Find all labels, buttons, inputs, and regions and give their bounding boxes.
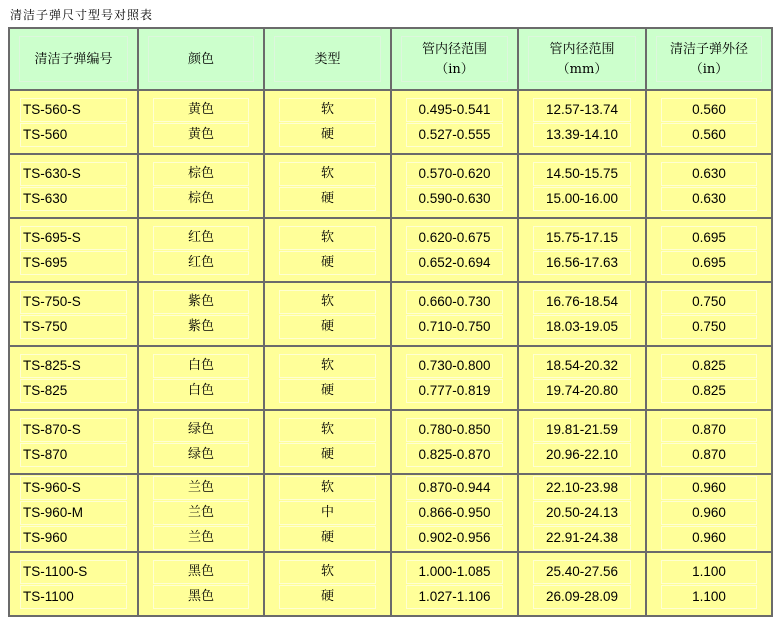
inner-diameter-mm-value: 19.74-20.80 <box>533 379 631 403</box>
header-type-label: 类型 <box>314 51 341 67</box>
color-cell <box>138 410 264 474</box>
inner-diameter-mm-cell <box>518 154 646 218</box>
type-value: 中 <box>279 501 376 525</box>
color-value: 兰色 <box>153 526 249 550</box>
inner-diameter-in-value: 0.825-0.870 <box>406 443 503 467</box>
table-header <box>9 28 772 90</box>
inner-diameter-mm-value: 18.03-19.05 <box>533 315 631 339</box>
model-value: TS-870 <box>20 443 127 467</box>
inner-diameter-mm-cell <box>518 552 646 616</box>
inner-diameter-in-value: 0.590-0.630 <box>406 187 503 211</box>
type-cell <box>264 282 391 346</box>
model-value: TS-870-S <box>20 418 127 442</box>
outer-diameter-value: 0.695 <box>661 251 757 275</box>
color-value: 绿色 <box>153 443 249 467</box>
header-inner-diameter-mm-label: 管内径范围 <box>549 41 615 57</box>
color-value: 红色 <box>153 226 249 250</box>
type-value: 硬 <box>279 251 376 275</box>
header-row <box>9 28 772 90</box>
inner-diameter-mm-cell <box>518 218 646 282</box>
outer-diameter-value: 0.825 <box>661 379 757 403</box>
model-cell <box>9 154 138 218</box>
inner-diameter-mm-value: 12.57-13.74 <box>533 98 631 122</box>
outer-diameter-cell <box>646 282 772 346</box>
model-value: TS-825-S <box>20 354 127 378</box>
type-value: 软 <box>279 162 376 186</box>
inner-diameter-mm-value: 14.50-15.75 <box>533 162 631 186</box>
type-value: 软 <box>279 290 376 314</box>
outer-diameter-cell <box>646 474 772 552</box>
inner-diameter-in-cell <box>391 346 518 410</box>
type-value: 软 <box>279 418 376 442</box>
header-outer-diameter-label: 清洁子弹外径 <box>669 41 748 57</box>
table-row-group <box>9 346 772 410</box>
inner-diameter-in-value: 0.710-0.750 <box>406 315 503 339</box>
inner-diameter-in-value: 1.000-1.085 <box>406 560 503 584</box>
type-value: 软 <box>279 560 376 584</box>
type-value: 硬 <box>279 585 376 609</box>
header-model <box>9 28 138 90</box>
color-value: 兰色 <box>153 501 249 525</box>
color-cell <box>138 346 264 410</box>
outer-diameter-value: 0.750 <box>661 315 757 339</box>
model-cell <box>9 218 138 282</box>
color-value: 黑色 <box>153 585 249 609</box>
inner-diameter-mm-cell <box>518 410 646 474</box>
outer-diameter-cell <box>646 218 772 282</box>
model-cell <box>9 282 138 346</box>
inner-diameter-in-cell <box>391 282 518 346</box>
color-cell <box>138 90 264 154</box>
outer-diameter-cell <box>646 90 772 154</box>
color-cell <box>138 552 264 616</box>
color-value: 兰色 <box>153 476 249 500</box>
outer-diameter-value: 0.960 <box>661 501 757 525</box>
table-row-group <box>9 410 772 474</box>
type-value: 软 <box>279 98 376 122</box>
type-cell <box>264 474 391 552</box>
model-cell <box>9 90 138 154</box>
table-row-group <box>9 154 772 218</box>
model-value: TS-960 <box>20 526 127 550</box>
outer-diameter-value: 0.960 <box>661 526 757 550</box>
color-value: 红色 <box>153 251 249 275</box>
header-type <box>264 28 391 90</box>
inner-diameter-mm-value: 18.54-20.32 <box>533 354 631 378</box>
color-value: 棕色 <box>153 162 249 186</box>
inner-diameter-in-cell <box>391 218 518 282</box>
header-model-label: 清洁子弹编号 <box>34 51 113 67</box>
inner-diameter-in-value: 0.870-0.944 <box>406 476 503 500</box>
model-value: TS-750-S <box>20 290 127 314</box>
inner-diameter-in-cell <box>391 474 518 552</box>
outer-diameter-value: 0.750 <box>661 290 757 314</box>
type-value: 硬 <box>279 315 376 339</box>
color-value: 棕色 <box>153 187 249 211</box>
model-value: TS-695-S <box>20 226 127 250</box>
inner-diameter-in-value: 0.777-0.819 <box>406 379 503 403</box>
inner-diameter-in-value: 0.495-0.541 <box>406 98 503 122</box>
type-cell <box>264 90 391 154</box>
inner-diameter-in-value: 0.660-0.730 <box>406 290 503 314</box>
outer-diameter-value: 0.560 <box>661 123 757 147</box>
inner-diameter-mm-value: 16.56-17.63 <box>533 251 631 275</box>
type-value: 硬 <box>279 187 376 211</box>
inner-diameter-mm-value: 25.40-27.56 <box>533 560 631 584</box>
color-value: 白色 <box>153 354 249 378</box>
color-cell <box>138 282 264 346</box>
header-color-label: 颜色 <box>187 51 214 67</box>
header-inner-diameter-mm: 管内径范围 （mm） <box>518 28 646 90</box>
inner-diameter-in-value: 0.652-0.694 <box>406 251 503 275</box>
header-inner-diameter-in-label: 管内径范围 <box>421 41 487 57</box>
outer-diameter-value: 0.695 <box>661 226 757 250</box>
outer-diameter-value: 0.630 <box>661 162 757 186</box>
inner-diameter-mm-cell <box>518 90 646 154</box>
model-cell <box>9 346 138 410</box>
inner-diameter-mm-value: 15.00-16.00 <box>533 187 631 211</box>
model-cell <box>9 474 138 552</box>
outer-diameter-value: 1.100 <box>661 560 757 584</box>
model-value: TS-1100-S <box>20 560 127 584</box>
type-cell <box>264 410 391 474</box>
inner-diameter-in-value: 0.780-0.850 <box>406 418 503 442</box>
color-cell <box>138 154 264 218</box>
outer-diameter-cell <box>646 346 772 410</box>
color-value: 黑色 <box>153 560 249 584</box>
type-value: 软 <box>279 226 376 250</box>
color-value: 黄色 <box>153 98 249 122</box>
inner-diameter-mm-value: 19.81-21.59 <box>533 418 631 442</box>
outer-diameter-value: 0.825 <box>661 354 757 378</box>
inner-diameter-in-cell <box>391 90 518 154</box>
type-value: 硬 <box>279 443 376 467</box>
table-row-group <box>9 218 772 282</box>
inner-diameter-mm-value: 15.75-17.15 <box>533 226 631 250</box>
color-value: 紫色 <box>153 315 249 339</box>
type-value: 硬 <box>279 123 376 147</box>
model-value: TS-960-S <box>20 476 127 500</box>
inner-diameter-in-value: 0.866-0.950 <box>406 501 503 525</box>
type-value: 软 <box>279 354 376 378</box>
table-row-group <box>9 282 772 346</box>
type-cell <box>264 552 391 616</box>
size-comparison-table <box>8 27 773 617</box>
model-value: TS-630 <box>20 187 127 211</box>
outer-diameter-value: 0.870 <box>661 443 757 467</box>
inner-diameter-mm-cell <box>518 346 646 410</box>
header-color <box>138 28 264 90</box>
inner-diameter-in-cell <box>391 410 518 474</box>
outer-diameter-cell <box>646 410 772 474</box>
outer-diameter-value: 0.560 <box>661 98 757 122</box>
outer-diameter-value: 0.630 <box>661 187 757 211</box>
inner-diameter-mm-value: 16.76-18.54 <box>533 290 631 314</box>
type-cell <box>264 218 391 282</box>
header-inner-diameter-in: 管内径范围 （in） <box>391 28 518 90</box>
inner-diameter-mm-value: 20.50-24.13 <box>533 501 631 525</box>
type-cell <box>264 154 391 218</box>
inner-diameter-in-cell <box>391 552 518 616</box>
inner-diameter-in-value: 0.620-0.675 <box>406 226 503 250</box>
inner-diameter-in-value: 1.027-1.106 <box>406 585 503 609</box>
color-value: 绿色 <box>153 418 249 442</box>
inner-diameter-mm-value: 13.39-14.10 <box>533 123 631 147</box>
inner-diameter-mm-cell <box>518 474 646 552</box>
inner-diameter-in-value: 0.527-0.555 <box>406 123 503 147</box>
table-row-group <box>9 474 772 552</box>
color-cell <box>138 474 264 552</box>
inner-diameter-in-value: 0.730-0.800 <box>406 354 503 378</box>
model-value: TS-630-S <box>20 162 127 186</box>
inner-diameter-mm-value: 22.10-23.98 <box>533 476 631 500</box>
model-value: TS-1100 <box>20 585 127 609</box>
table-row-group <box>9 552 772 616</box>
type-value: 软 <box>279 476 376 500</box>
inner-diameter-mm-value: 20.96-22.10 <box>533 443 631 467</box>
inner-diameter-in-value: 0.902-0.956 <box>406 526 503 550</box>
model-value: TS-750 <box>20 315 127 339</box>
model-value: TS-695 <box>20 251 127 275</box>
type-value: 硬 <box>279 379 376 403</box>
color-value: 紫色 <box>153 290 249 314</box>
table-body <box>9 90 772 616</box>
model-value: TS-560 <box>20 123 127 147</box>
type-cell <box>264 346 391 410</box>
model-value: TS-960-M <box>20 501 127 525</box>
inner-diameter-in-value: 0.570-0.620 <box>406 162 503 186</box>
outer-diameter-value: 0.870 <box>661 418 757 442</box>
outer-diameter-cell <box>646 154 772 218</box>
model-value: TS-560-S <box>20 98 127 122</box>
outer-diameter-value: 0.960 <box>661 476 757 500</box>
inner-diameter-in-cell <box>391 154 518 218</box>
type-value: 硬 <box>279 526 376 550</box>
model-value: TS-825 <box>20 379 127 403</box>
inner-diameter-mm-value: 22.91-24.38 <box>533 526 631 550</box>
page-title: 清洁子弹尺寸型号对照表 <box>10 8 154 22</box>
color-cell <box>138 218 264 282</box>
color-value: 白色 <box>153 379 249 403</box>
model-cell <box>9 410 138 474</box>
table-row-group <box>9 90 772 154</box>
outer-diameter-cell <box>646 552 772 616</box>
inner-diameter-mm-cell <box>518 282 646 346</box>
color-value: 黄色 <box>153 123 249 147</box>
header-outer-diameter: 清洁子弹外径 （in） <box>646 28 772 90</box>
inner-diameter-mm-value: 26.09-28.09 <box>533 585 631 609</box>
outer-diameter-value: 1.100 <box>661 585 757 609</box>
model-cell <box>9 552 138 616</box>
